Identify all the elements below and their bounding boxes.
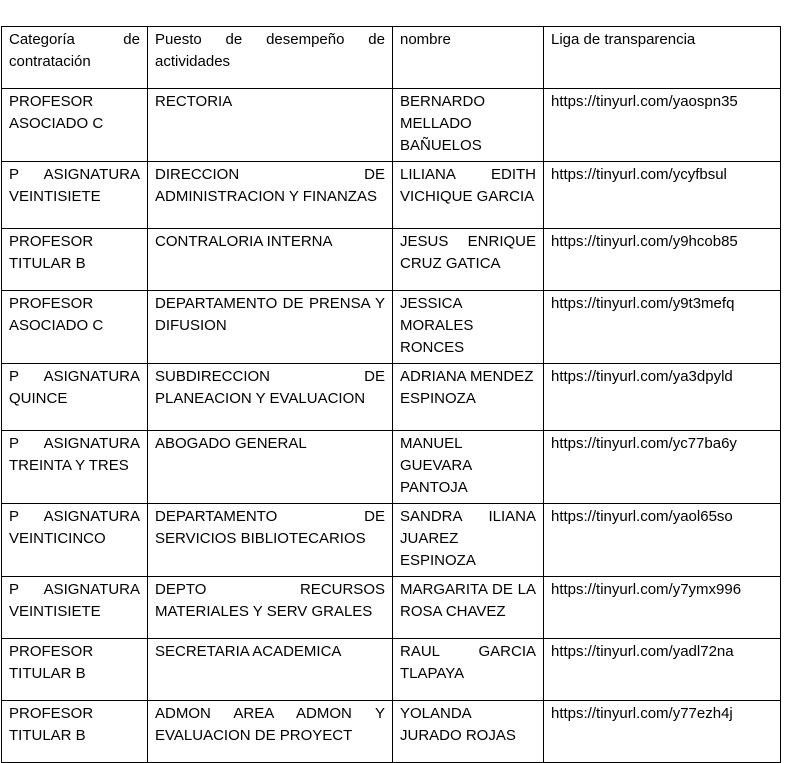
cell-liga-link[interactable]: https://tinyurl.com/yc77ba6y bbox=[544, 431, 781, 504]
table-row bbox=[2, 701, 781, 763]
table-row bbox=[2, 577, 781, 639]
cell-categoria: PROFESOR TITULAR B bbox=[2, 701, 148, 763]
cell-categoria: PROFESOR TITULAR B bbox=[2, 639, 148, 701]
cell-puesto: SECRETARIA ACADEMICA bbox=[148, 639, 393, 701]
cell-liga-link[interactable]: https://tinyurl.com/ya3dpyld bbox=[544, 364, 781, 431]
cell-liga-link[interactable]: https://tinyurl.com/y9t3mefq bbox=[544, 291, 781, 364]
cell-nombre: MARGARITA DE LA ROSA CHAVEZ bbox=[393, 577, 544, 639]
cell-nombre: RAUL GARCIA TLAPAYA bbox=[393, 639, 544, 701]
table-row bbox=[2, 291, 781, 364]
header-puesto: Puesto de desempeño de actividades bbox=[148, 27, 393, 89]
cell-liga-link[interactable]: https://tinyurl.com/yaospn35 bbox=[544, 89, 781, 162]
transparency-table bbox=[1, 26, 781, 763]
cell-categoria: P ASIGNATURA VEINTISIETE bbox=[2, 162, 148, 229]
cell-puesto: CONTRALORIA INTERNA bbox=[148, 229, 393, 291]
cell-puesto: RECTORIA bbox=[148, 89, 393, 162]
cell-liga-link[interactable]: https://tinyurl.com/y77ezh4j bbox=[544, 701, 781, 763]
cell-categoria: P ASIGNATURA VEINTISIETE bbox=[2, 577, 148, 639]
cell-liga-link[interactable]: https://tinyurl.com/y9hcob85 bbox=[544, 229, 781, 291]
cell-puesto: ADMON AREA ADMON Y EVALUACION DE PROYECT bbox=[148, 701, 393, 763]
table-header-row bbox=[2, 27, 781, 89]
cell-liga-link[interactable]: https://tinyurl.com/yadl72na bbox=[544, 639, 781, 701]
table-row bbox=[2, 229, 781, 291]
cell-nombre: LILIANA EDITH VICHIQUE GARCIA bbox=[393, 162, 544, 229]
table-row bbox=[2, 364, 781, 431]
header-categoria: Categoría de contratación bbox=[2, 27, 148, 89]
cell-nombre: MANUEL GUEVARA PANTOJA bbox=[393, 431, 544, 504]
table-row bbox=[2, 431, 781, 504]
cell-nombre: BERNARDO MELLADO BAÑUELOS bbox=[393, 89, 544, 162]
cell-categoria: PROFESOR ASOCIADO C bbox=[2, 291, 148, 364]
cell-liga-link[interactable]: https://tinyurl.com/yaol65so bbox=[544, 504, 781, 577]
cell-nombre: YOLANDA JURADO ROJAS bbox=[393, 701, 544, 763]
cell-nombre: JESSICA MORALES RONCES bbox=[393, 291, 544, 364]
cell-nombre: ADRIANA MENDEZ ESPINOZA bbox=[393, 364, 544, 431]
cell-nombre: SANDRA ILIANA JUAREZ ESPINOZA bbox=[393, 504, 544, 577]
table-row bbox=[2, 639, 781, 701]
cell-categoria: P ASIGNATURA VEINTICINCO bbox=[2, 504, 148, 577]
cell-categoria: P ASIGNATURA TREINTA Y TRES bbox=[2, 431, 148, 504]
cell-categoria: P ASIGNATURA QUINCE bbox=[2, 364, 148, 431]
cell-puesto: DEPARTAMENTO DE SERVICIOS BIBLIOTECARIOS bbox=[148, 504, 393, 577]
cell-puesto: DEPTO RECURSOS MATERIALES Y SERV GRALES bbox=[148, 577, 393, 639]
cell-puesto: DEPARTAMENTO DE PRENSA Y DIFUSION bbox=[148, 291, 393, 364]
cell-nombre: JESUS ENRIQUE CRUZ GATICA bbox=[393, 229, 544, 291]
cell-categoria: PROFESOR ASOCIADO C bbox=[2, 89, 148, 162]
table-row bbox=[2, 89, 781, 162]
table-row bbox=[2, 162, 781, 229]
header-liga: Liga de transparencia bbox=[544, 27, 781, 89]
cell-liga-link[interactable]: https://tinyurl.com/ycyfbsul bbox=[544, 162, 781, 229]
cell-puesto: DIRECCION DE ADMINISTRACION Y FINANZAS bbox=[148, 162, 393, 229]
cell-puesto: SUBDIRECCION DE PLANEACION Y EVALUACION bbox=[148, 364, 393, 431]
table-row bbox=[2, 504, 781, 577]
cell-puesto: ABOGADO GENERAL bbox=[148, 431, 393, 504]
cell-categoria: PROFESOR TITULAR B bbox=[2, 229, 148, 291]
cell-liga-link[interactable]: https://tinyurl.com/y7ymx996 bbox=[544, 577, 781, 639]
header-nombre: nombre bbox=[393, 27, 544, 89]
